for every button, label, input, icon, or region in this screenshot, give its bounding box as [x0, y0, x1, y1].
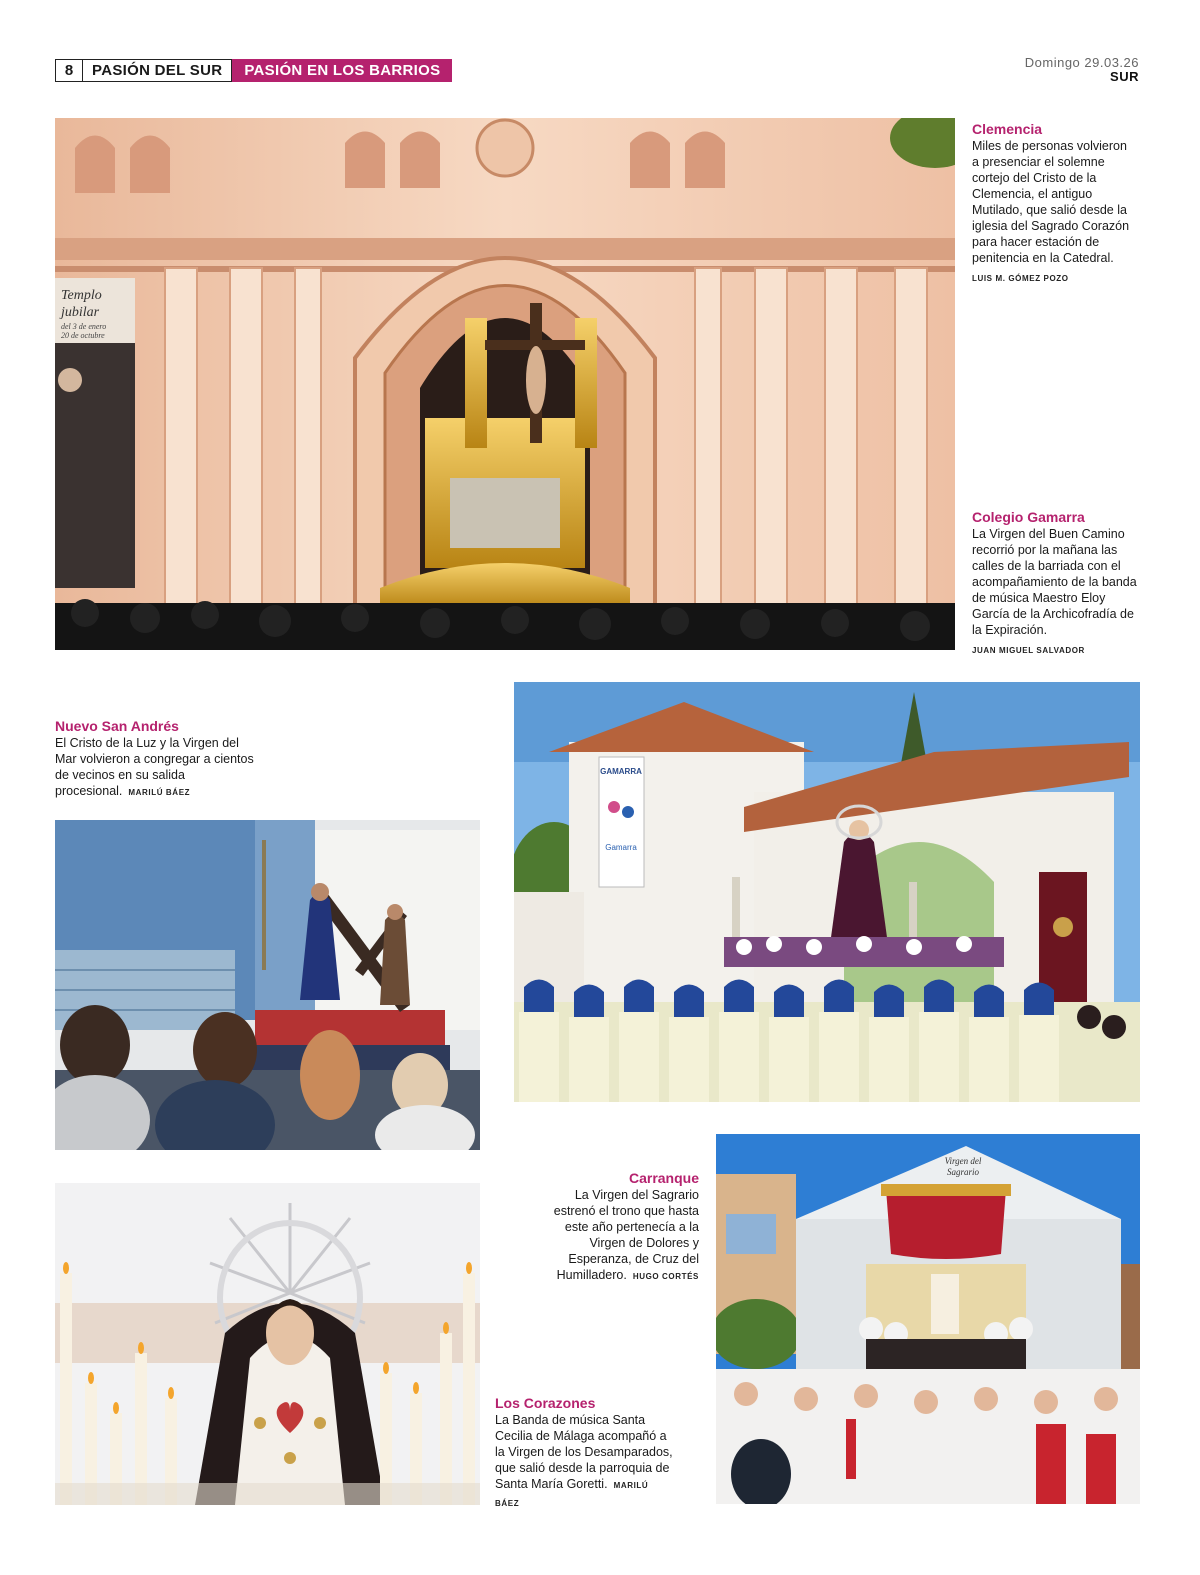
publication-name: SUR: [1110, 69, 1139, 84]
caption-clemencia-title: Clemencia: [972, 121, 1043, 137]
tent-text-1: Virgen del: [944, 1156, 982, 1166]
caption-carranque-credit: HUGO CORTÉS: [632, 1272, 699, 1281]
caption-gamarra-credit: JUAN MIGUEL SALVADOR: [972, 646, 1085, 655]
photo-san-andres: [55, 820, 480, 1150]
caption-clemencia-text: Miles de personas volvieron a presenciar el solemne cortejo del Cristo de la Clemencia, el antiguo Mutilado, que salió desde la iglesia del Sagrado Corazón para hacer estación de penitencia en la Catedral.: [972, 139, 1130, 265]
gamarra-sign-text: GAMARRA: [600, 767, 642, 776]
banner-text-3: del 3 de enero: [61, 322, 107, 331]
caption-carranque-title: Carranque: [628, 1170, 699, 1186]
tent-text-2: Sagrario: [946, 1167, 980, 1177]
banner-text-1: Templo: [61, 288, 102, 303]
gamarra-logo-text: Gamarra: [605, 843, 637, 852]
banner-text-2: jubilar: [61, 305, 100, 320]
caption-corazones: [495, 1395, 675, 1512]
photo-gamarra: [514, 682, 1140, 1102]
caption-san-andres: [55, 718, 255, 801]
caption-carranque: [530, 1170, 699, 1285]
caption-clemencia: [972, 121, 1132, 287]
caption-san-andres-credit: MARILÚ BÁEZ: [128, 788, 191, 797]
issue-date: Domingo 29.03.26: [1024, 55, 1139, 70]
caption-clemencia-credit: LUIS M. GÓMEZ POZO: [972, 274, 1069, 283]
caption-gamarra: [972, 509, 1137, 659]
caption-corazones-credit: MARILÚ BÁEZ: [495, 1481, 649, 1508]
page-header: [55, 59, 452, 82]
section-title: PASIÓN DEL SUR: [83, 59, 232, 82]
photo-carranque: [716, 1134, 1140, 1504]
caption-san-andres-text: El Cristo de la Luz y la Virgen del Mar volvieron a congregar a cientos de vecinos en su salida procesional.: [55, 736, 254, 798]
date-block: [1025, 56, 1139, 84]
caption-gamarra-title: Colegio Gamarra: [972, 509, 1085, 525]
caption-gamarra-text: La Virgen del Buen Camino recorrió por la mañana las calles de la barriada con el acompañamiento de la banda de música Maestro Eloy García de la Archicofradía de la Expiración.: [972, 527, 1137, 637]
photo-clemencia: [55, 118, 955, 650]
caption-carranque-text: La Virgen del Sagrario estrenó el trono que hasta este año pertenecía a la Virgen de Dolores y Esperanza, de Cruz del Humilladero.: [553, 1188, 699, 1282]
caption-corazones-title: Los Corazones: [495, 1395, 596, 1411]
caption-san-andres-title: Nuevo San Andrés: [55, 718, 179, 734]
subsection-title: PASIÓN EN LOS BARRIOS: [232, 59, 452, 82]
caption-corazones-text: La Banda de música Santa Cecilia de Málaga acompañó a la Virgen de los Desamparados, que salió desde la parroquia de Santa María Goretti.: [495, 1413, 673, 1491]
page-number: 8: [55, 59, 83, 82]
banner-text-4: 20 de octubre: [61, 331, 105, 340]
photo-corazones: [55, 1183, 480, 1505]
